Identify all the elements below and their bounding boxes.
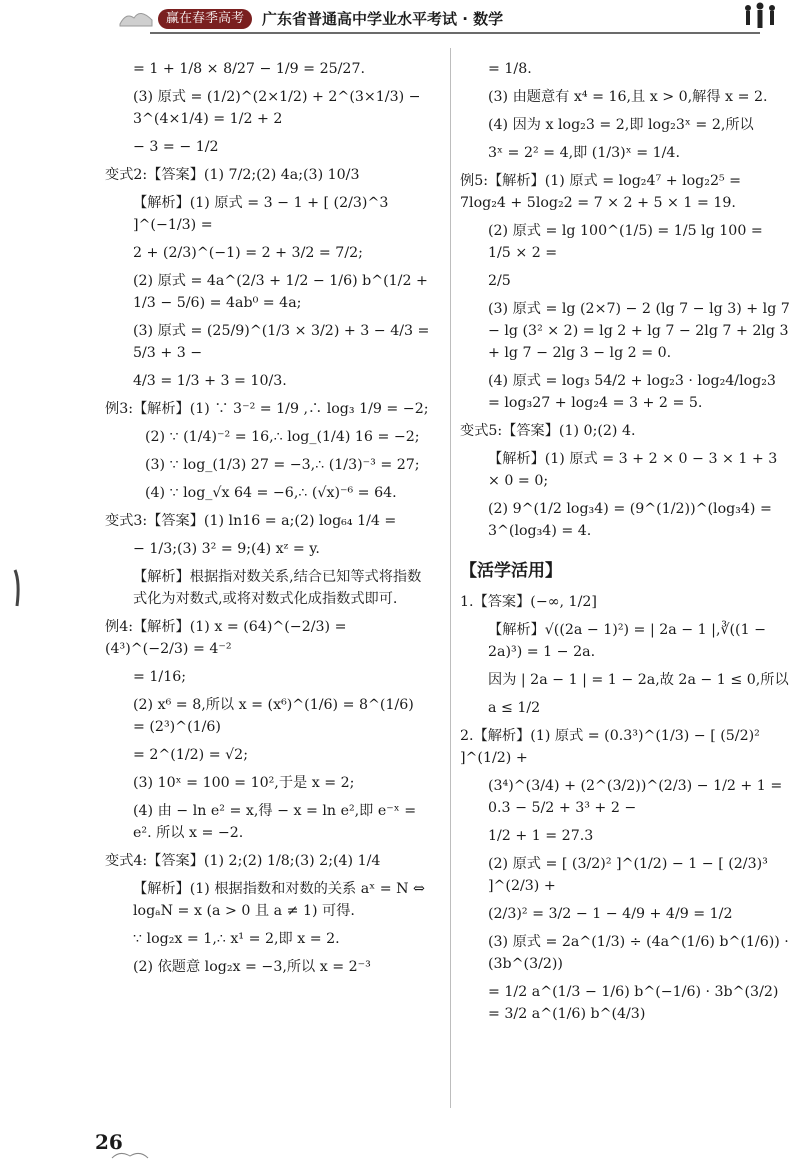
- solution-line: 变式3:【答案】(1) ln16 = a;(2) log₆₄ 1/4 =: [105, 513, 397, 529]
- solution-line: (3) ∵ log_(1/3) 27 = −3,∴ (1/3)⁻³ = 27;: [145, 457, 420, 473]
- solution-line: (3) 原式 = lg (2×7) − 2 (lg 7 − lg 3) + lg 7 − lg (3² × 2) = lg 2 + lg 7 − 2lg 7 + 2lg 3 + lg 7 − 2lg 3 − lg 2 = 0.: [488, 301, 790, 361]
- series-badge: 赢在春季高考: [158, 9, 252, 29]
- practice-solutions: [460, 591, 790, 1025]
- solution-line: 【解析】(1) 根据指数和对数的关系 aˣ = N ⇔ logₐN = x (a > 0 且 a ≠ 1) 可得.: [133, 881, 425, 919]
- solution-line: = 1/8.: [488, 61, 532, 77]
- page-header: [0, 0, 800, 50]
- solution-line: (2) x⁶ = 8,所以 x = (x⁶)^(1/6) = 8^(1/6) = (2³)^(1/6): [133, 697, 414, 735]
- solution-line: ∵ log₂x = 1,∴ x¹ = 2,即 x = 2.: [133, 931, 340, 947]
- solution-line: (3) 10ˣ = 100 = 10²,于是 x = 2;: [133, 775, 355, 791]
- solution-line: (4) 原式 = log₃ 54/2 + log₂3 · log₂4/log₂3 = log₃27 + log₂4 = 3 + 2 = 5.: [488, 373, 776, 411]
- solution-line: (3) 原式 = 2a^(1/3) ÷ (4a^(1/6) b^(1/6)) · (3b^(3/2)): [488, 934, 789, 972]
- solution-line: (2) ∵ (1/4)⁻² = 16,∴ log_(1/4) 16 = −2;: [145, 429, 420, 445]
- solution-line: (3) 由题意有 x⁴ = 16,且 x > 0,解得 x = 2.: [488, 89, 768, 105]
- solution-line: 1/2 + 1 = 27.3: [488, 828, 594, 844]
- solution-line: 【解析】根据指对数关系,结合已知等式将指数式化为对数式,或将对数式化成指数式即可.: [133, 569, 422, 607]
- solution-line: (2) 依题意 log₂x = −3,所以 x = 2⁻³: [133, 959, 371, 975]
- solution-line: (4) ∵ log_√x 64 = −6,∴ (√x)⁻⁶ = 64.: [145, 485, 397, 501]
- solution-line: (3⁴)^(3/4) + (2^(3/2))^(2/3) − 1/2 + 1 = 0.3 − 5/2 + 3³ + 2 −: [488, 778, 783, 816]
- solution-line: 3ˣ = 2² = 4,即 (1/3)ˣ = 1/4.: [488, 145, 680, 161]
- right-column: [460, 58, 790, 1031]
- solution-line: = 2^(1/2) = √2;: [133, 747, 248, 763]
- solution-line: − 1/3;(3) 3² = 9;(4) xᶻ = y.: [133, 541, 320, 557]
- solution-line: 变式2:【答案】(1) 7/2;(2) 4a;(3) 10/3: [105, 167, 360, 183]
- solution-line: (2) 原式 = lg 100^(1/5) = 1/5 lg 100 = 1/5 × 2 =: [488, 223, 763, 261]
- solution-line: (2) 原式 = 4a^(2/3 + 1/2 − 1/6) b^(1/2 + 1/3 − 5/6) = 4ab⁰ = 4a;: [133, 273, 428, 311]
- solution-line: 1.【答案】(−∞, 1/2]: [460, 594, 597, 610]
- solution-line: 因为 | 2a − 1 | = 1 − 2a,故 2a − 1 ≤ 0,所以: [488, 672, 789, 688]
- solution-line: 变式5:【答案】(1) 0;(2) 4.: [460, 423, 636, 439]
- people-silhouette-icon: [740, 2, 780, 34]
- solution-line: (2) 9^(1/2 log₃4) = (9^(1/2))^(log₃4) = 3^(log₃4) = 4.: [488, 501, 772, 539]
- solution-line: (3) 原式 = (1/2)^(2×1/2) + 2^(3×1/3) − 3^(4×1/4) = 1/2 + 2: [133, 89, 421, 127]
- solution-line: 【解析】(1) 原式 = 3 + 2 × 0 − 3 × 1 + 3 × 0 = 0;: [488, 451, 778, 489]
- solution-line: 2/5: [488, 273, 511, 289]
- solution-line: 4/3 = 1/3 + 3 = 10/3.: [133, 373, 287, 389]
- solution-line: 变式4:【答案】(1) 2;(2) 1/8;(3) 2;(4) 1/4: [105, 853, 381, 869]
- solution-line: = 1/16;: [133, 669, 187, 685]
- solution-line: 【解析】√((2a − 1)²) = | 2a − 1 |,∛((1 − 2a)³) = 1 − 2a.: [488, 622, 766, 660]
- solution-line: (4) 由 − ln e² = x,得 − x = ln e²,即 e⁻ˣ = e². 所以 x = −2.: [133, 803, 417, 841]
- solution-line: = 1/2 a^(1/3 − 1/6) b^(−1/6) · 3b^(3/2) = 3/2 a^(1/6) b^(4/3): [488, 984, 779, 1022]
- solution-line: (4) 因为 x log₂3 = 2,即 log₂3ˣ = 2,所以: [488, 117, 754, 133]
- solution-line: 例5:【解析】(1) 原式 = log₂4⁷ + log₂2⁵ = 7log₂4 + 5log₂2 = 7 × 2 + 5 × 1 = 19.: [460, 173, 742, 211]
- page-number: 26: [95, 1130, 123, 1154]
- solution-line: (3) 原式 = (25/9)^(1/3 × 3/2) + 3 − 4/3 = 5/3 + 3 −: [133, 323, 430, 361]
- scan-mark-icon: [12, 568, 22, 608]
- solution-line: 例3:【解析】(1) ∵ 3⁻² = 1/9 ,∴ log₃ 1/9 = −2;: [105, 401, 429, 417]
- column-divider: [450, 48, 451, 1108]
- solution-line: 2.【解析】(1) 原式 = (0.3³)^(1/3) − [ (5/2)² ]^(1/2) +: [460, 728, 760, 766]
- solution-line: (2) 原式 = [ (3/2)² ]^(1/2) − 1 − [ (2/3)³ ]^(2/3) +: [488, 856, 768, 894]
- left-column: [105, 58, 430, 984]
- header-title: 广东省普通高中学业水平考试 · 数学: [262, 10, 504, 28]
- right-column-solutions: [460, 58, 790, 542]
- section-title: 【活学活用】: [460, 561, 562, 581]
- solution-line: 例4:【解析】(1) x = (64)^(−2/3) = (4³)^(−2/3) = 4⁻²: [105, 619, 347, 657]
- solution-line: (2/3)² = 3/2 − 1 − 4/9 + 4/9 = 1/2: [488, 906, 733, 922]
- solution-line: = 1 + 1/8 × 8/27 − 1/9 = 25/27.: [133, 61, 365, 77]
- solution-line: 【解析】(1) 原式 = 3 − 1 + [ (2/3)^3 ]^(−1/3) =: [133, 195, 389, 233]
- solution-line: 2 + (2/3)^(−1) = 2 + 3/2 = 7/2;: [133, 245, 363, 261]
- clouds-decoration-icon: [118, 4, 154, 30]
- solution-line: − 3 = − 1/2: [133, 139, 219, 155]
- solution-line: a ≤ 1/2: [488, 700, 541, 716]
- page-ornament-icon: [110, 1150, 150, 1160]
